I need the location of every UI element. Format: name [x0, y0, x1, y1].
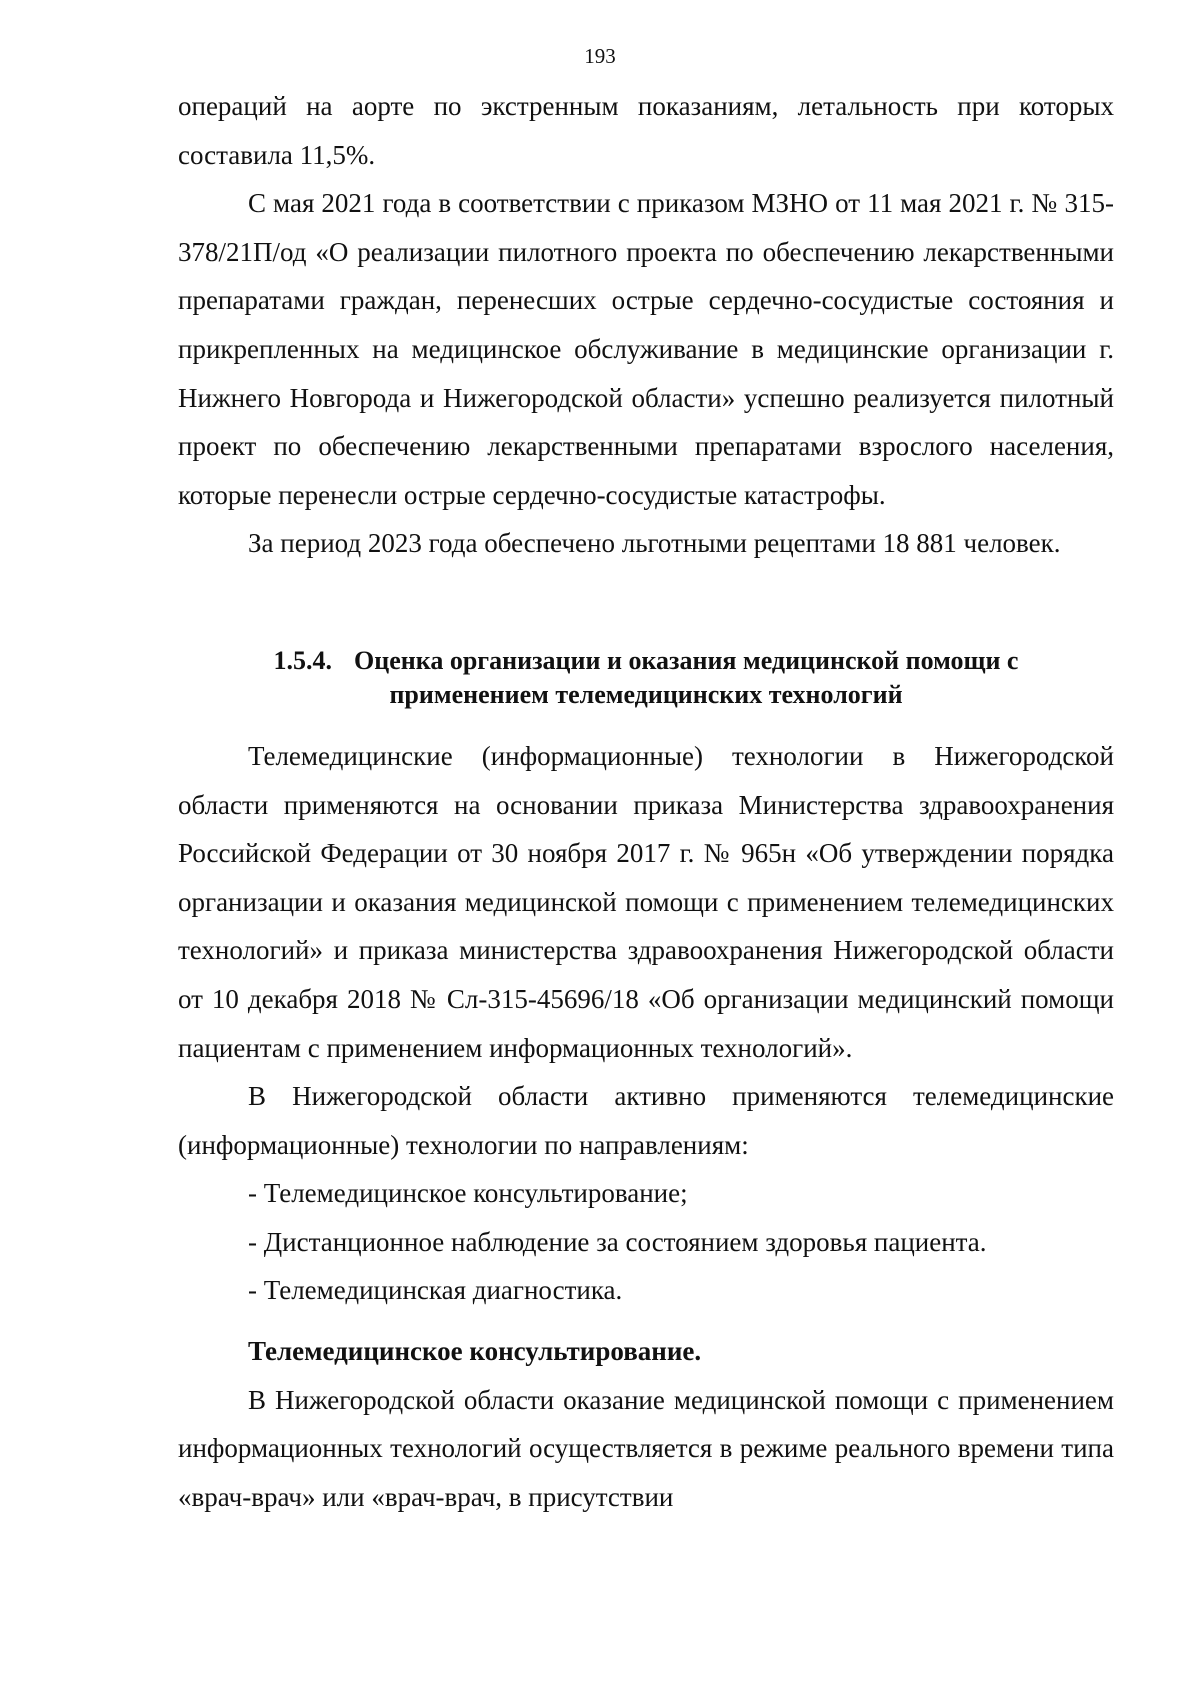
page-content — [178, 82, 1114, 1521]
section-title-line1: Оценка организации и оказания медицинской помощи с — [354, 645, 1019, 675]
paragraph-telemedicine-basis: Телемедицинские (информационные) технологии в Нижегородской области применяются на основании приказа Министерства здравоохранения Российской Федерации от 30 ноября 2017 г. № 965н «Об утверждении порядка организации и оказания медицинской помощи с применением телемедицинских технологий» и приказа министерства здравоохранения Нижегородской области от 10 декабря 2018 № Сл-315-45696/18 «Об организации медицинский помощи пациентам с применением информационных технологий». — [178, 740, 1114, 1063]
section-title-line2: применением телемедицинских технологий — [389, 679, 903, 709]
page-number: 193 — [584, 44, 616, 68]
list-item: - Дистанционное наблюдение за состоянием здоровья пациента. — [248, 1226, 987, 1257]
paragraph-consulting: В Нижегородской области оказание медицинской помощи с применением информационных технологий осуществляется в режиме реального времени типа «врач-врач» или «врач-врач, в присутствии — [178, 1384, 1114, 1512]
paragraph-prescriptions: За период 2023 года обеспечено льготными рецептами 18 881 человек. — [248, 528, 1061, 559]
spacer — [178, 568, 1114, 612]
paragraph-directions: В Нижегородской области активно применяются телемедицинские (информационные) технологии по направлениям: — [178, 1081, 1114, 1160]
section-heading-line1 — [178, 644, 1114, 678]
paragraph-pilot-project: С мая 2021 года в соответствии с приказом МЗНО от 11 мая 2021 г. № 315-378/21П/од «О реализации пилотного проекта по обеспечению лекарственными препаратами граждан, перенесших острые сердечно-сосудистые состояния и прикрепленных на медицинское обслуживание в медицинские организации г. Нижнего Новгорода и Нижегородской области» успешно реализуется пилотный проект по обеспечению лекарственными препаратами взрослого населения, которые перенесли острые сердечно-сосудистые катастрофы. — [178, 188, 1114, 510]
list-item: - Телемедицинское консультирование; — [248, 1178, 688, 1209]
section-number: 1.5.4. — [273, 645, 333, 675]
list-item: - Телемедицинская диагностика. — [248, 1275, 623, 1306]
paragraph-continuation: операций на аорте по экстренным показаниям, летальность при которых составила 11,5%. — [178, 91, 1114, 170]
section-heading — [178, 644, 1114, 712]
subheading: Телемедицинское консультирование. — [248, 1336, 702, 1367]
